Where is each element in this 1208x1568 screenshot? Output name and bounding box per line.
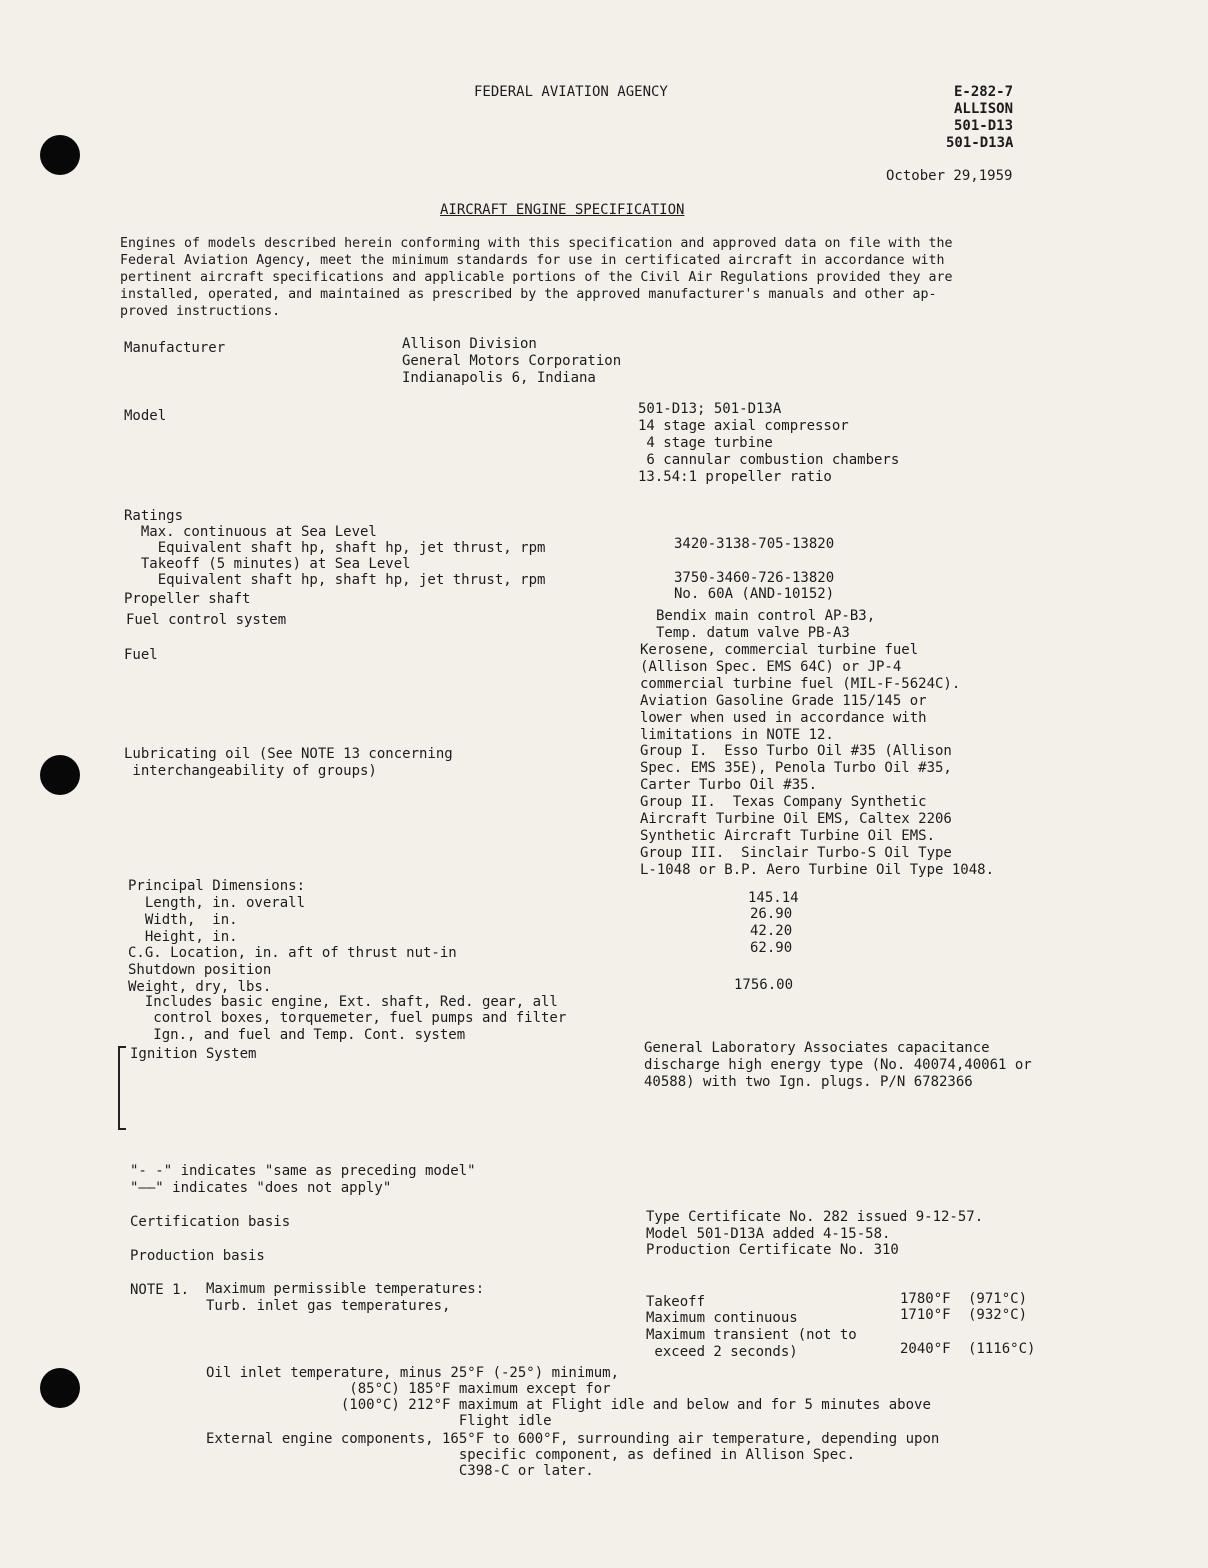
lube-oil-label: Lubricating oil (See NOTE 13 concerning bbox=[124, 746, 453, 762]
fuel-line: limitations in NOTE 12. bbox=[640, 727, 834, 743]
temp-name: Maximum continuous bbox=[646, 1310, 798, 1326]
lube-oil-label: interchangeability of groups) bbox=[124, 763, 377, 779]
ratings-max-continuous-sub: Equivalent shaft hp, shaft hp, jet thrust, rpm bbox=[124, 540, 546, 556]
model-line: 6 cannular combustion chambers bbox=[638, 452, 900, 468]
fuel-line: (Allison Spec. EMS 64C) or JP-4 bbox=[640, 659, 902, 675]
header-model-2: 501-D13A bbox=[946, 135, 1014, 151]
fuel-control-line: Temp. datum valve PB-A3 bbox=[656, 625, 850, 641]
manufacturer-line: Allison Division bbox=[402, 336, 537, 352]
ratings-label: Ratings bbox=[124, 508, 184, 524]
temp-name: Maximum transient (not to bbox=[646, 1327, 857, 1343]
weight-label: Weight, dry, lbs. bbox=[128, 979, 272, 995]
spec-number: E-282-7 bbox=[954, 84, 1014, 100]
header-make: ALLISON bbox=[954, 101, 1014, 117]
ext-components-line: C398-C or later. bbox=[206, 1463, 594, 1479]
lube-oil-line: Group III. Sinclair Turbo-S Oil Type bbox=[640, 845, 952, 861]
legend-line: "- -" indicates "same as preceding model" bbox=[130, 1163, 476, 1179]
intro-line-2: Federal Aviation Agency, meet the minimum standards for use in certificated aircraft in accordance with bbox=[120, 253, 945, 268]
legend-line: "——" indicates "does not apply" bbox=[130, 1180, 392, 1196]
fuel-control-label: Fuel control system bbox=[126, 612, 287, 628]
width-value: 26.90 bbox=[750, 906, 793, 922]
model-label: Model bbox=[124, 408, 167, 424]
header-model-1: 501-D13 bbox=[954, 118, 1014, 134]
production-value: Production Certificate No. 310 bbox=[646, 1242, 899, 1258]
temp-f: 2040°F bbox=[900, 1341, 951, 1357]
manufacturer-label: Manufacturer bbox=[124, 340, 226, 356]
certification-line: Type Certificate No. 282 issued 9-12-57. bbox=[646, 1209, 984, 1225]
fuel-line: Aviation Gasoline Grade 115/145 or bbox=[640, 693, 927, 709]
lube-oil-line: Carter Turbo Oil #35. bbox=[640, 777, 818, 793]
intro-line-1: Engines of models described herein conforming with this specification and approved data on file with the bbox=[120, 236, 953, 251]
note1-title: Maximum permissible temperatures: bbox=[206, 1281, 485, 1297]
fuel-line: lower when used in accordance with bbox=[640, 710, 927, 726]
ratings-takeoff: Takeoff (5 minutes) at Sea Level bbox=[124, 556, 411, 572]
ratings-max-continuous-value: 3420-3138-705-13820 bbox=[674, 536, 835, 552]
includes-line: Ign., and fuel and Temp. Cont. system bbox=[128, 1027, 466, 1043]
oil-temp-line: (85°C) 185°F maximum except for bbox=[206, 1381, 611, 1397]
ignition-line: 40588) with two Ign. plugs. P/N 6782366 bbox=[644, 1074, 973, 1090]
height-label: Height, in. bbox=[128, 929, 238, 945]
intro-line-5: proved instructions. bbox=[120, 304, 281, 319]
length-label: Length, in. overall bbox=[128, 895, 306, 911]
production-label: Production basis bbox=[130, 1248, 265, 1264]
temp-f: 1780°F bbox=[900, 1291, 951, 1307]
ext-components-line: specific component, as defined in Allison Spec. bbox=[206, 1447, 856, 1463]
revision-bracket bbox=[118, 1046, 126, 1130]
temp-name: Takeoff bbox=[646, 1294, 706, 1310]
binder-hole-bottom bbox=[40, 1368, 80, 1408]
lube-oil-line: L-1048 or B.P. Aero Turbine Oil Type 1048. bbox=[640, 862, 995, 878]
length-value: 145.14 bbox=[748, 890, 799, 906]
intro-line-3: pertinent aircraft specifications and applicable portions of the Civil Air Regulations provided they are bbox=[120, 270, 953, 285]
temp-name: exceed 2 seconds) bbox=[646, 1344, 798, 1360]
fuel-line: Kerosene, commercial turbine fuel bbox=[640, 642, 919, 658]
certification-label: Certification basis bbox=[130, 1214, 291, 1230]
header-date: October 29,1959 bbox=[886, 168, 1013, 184]
lube-oil-line: Synthetic Aircraft Turbine Oil EMS. bbox=[640, 828, 936, 844]
model-line: 501-D13; 501-D13A bbox=[638, 401, 782, 417]
includes-line: Includes basic engine, Ext. shaft, Red. gear, all bbox=[128, 994, 558, 1010]
shutdown-label: Shutdown position bbox=[128, 962, 272, 978]
weight-value: 1756.00 bbox=[734, 977, 794, 993]
lube-oil-line: Spec. EMS 35E), Penola Turbo Oil #35, bbox=[640, 760, 952, 776]
propeller-shaft-value: No. 60A (AND-10152) bbox=[674, 586, 835, 602]
ignition-line: discharge high energy type (No. 40074,40061 or bbox=[644, 1057, 1032, 1073]
note1-sub: Turb. inlet gas temperatures, bbox=[206, 1298, 451, 1314]
model-line: 14 stage axial compressor bbox=[638, 418, 849, 434]
oil-temp-line: Oil inlet temperature, minus 25°F (-25°) minimum, bbox=[206, 1365, 620, 1381]
fuel-control-line: Bendix main control AP-B3, bbox=[656, 608, 876, 624]
temp-f: 1710°F bbox=[900, 1307, 951, 1323]
lube-oil-line: Group I. Esso Turbo Oil #35 (Allison bbox=[640, 743, 952, 759]
temp-c: (971°C) bbox=[968, 1291, 1028, 1307]
document-title: AIRCRAFT ENGINE SPECIFICATION bbox=[440, 202, 685, 218]
intro-line-4: installed, operated, and maintained as prescribed by the approved manufacturer's manuals and other ap- bbox=[120, 287, 937, 302]
model-line: 4 stage turbine bbox=[638, 435, 773, 451]
ext-components-line: External engine components, 165°F to 600°F, surrounding air temperature, depending upon bbox=[206, 1431, 940, 1447]
oil-temp-line: (100°C) 212°F maximum at Flight idle and below and for 5 minutes above bbox=[206, 1397, 931, 1413]
lube-oil-line: Group II. Texas Company Synthetic bbox=[640, 794, 927, 810]
fuel-line: commercial turbine fuel (MIL-F-5624C). bbox=[640, 676, 961, 692]
fuel-label: Fuel bbox=[124, 647, 158, 663]
lube-oil-line: Aircraft Turbine Oil EMS, Caltex 2206 bbox=[640, 811, 952, 827]
temp-c: (932°C) bbox=[968, 1307, 1028, 1323]
ratings-max-continuous: Max. continuous at Sea Level bbox=[124, 524, 377, 540]
model-line: 13.54:1 propeller ratio bbox=[638, 469, 832, 485]
temp-c: (1116°C) bbox=[968, 1341, 1036, 1357]
note1-label: NOTE 1. bbox=[130, 1282, 190, 1298]
cg-value: 62.90 bbox=[750, 940, 793, 956]
ratings-takeoff-value: 3750-3460-726-13820 bbox=[674, 570, 835, 586]
ratings-takeoff-sub: Equivalent shaft hp, shaft hp, jet thrust, rpm bbox=[124, 572, 546, 588]
includes-line: control boxes, torquemeter, fuel pumps and filter bbox=[128, 1010, 567, 1026]
cg-label: C.G. Location, in. aft of thrust nut-in bbox=[128, 945, 457, 961]
ignition-line: General Laboratory Associates capacitance bbox=[644, 1040, 990, 1056]
certification-line: Model 501-D13A added 4-15-58. bbox=[646, 1226, 891, 1242]
oil-temp-line: Flight idle bbox=[206, 1413, 552, 1429]
agency-heading: FEDERAL AVIATION AGENCY bbox=[474, 84, 668, 100]
binder-hole-top bbox=[40, 135, 80, 175]
binder-hole-middle bbox=[40, 755, 80, 795]
propeller-shaft-label: Propeller shaft bbox=[124, 591, 251, 607]
width-label: Width, in. bbox=[128, 912, 238, 928]
manufacturer-line: Indianapolis 6, Indiana bbox=[402, 370, 596, 386]
manufacturer-line: General Motors Corporation bbox=[402, 353, 622, 369]
ignition-label: Ignition System bbox=[130, 1046, 257, 1062]
height-value: 42.20 bbox=[750, 923, 793, 939]
dimensions-label: Principal Dimensions: bbox=[128, 878, 306, 894]
